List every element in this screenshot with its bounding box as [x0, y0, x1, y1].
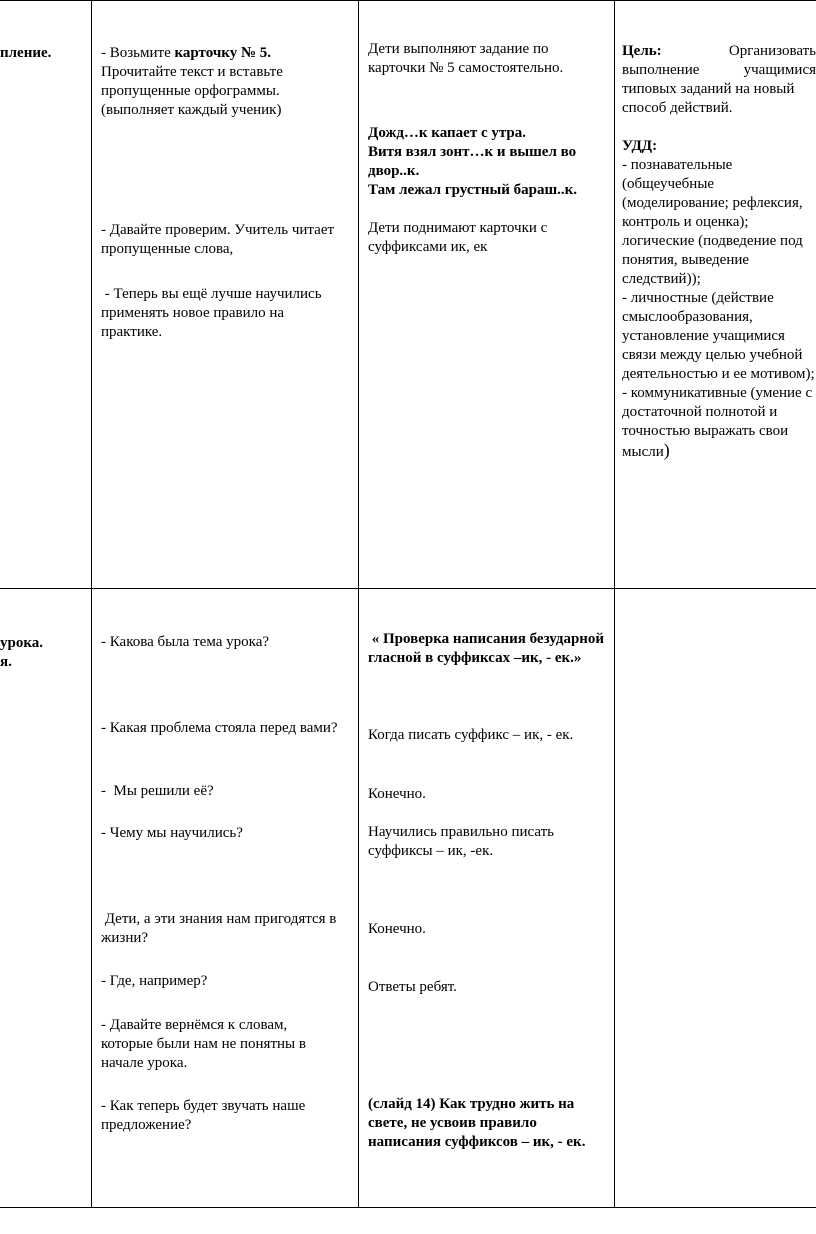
sentence-1: Дожд…к капает с утра. [368, 125, 526, 141]
goal-word: Организовать [728, 43, 816, 59]
question-useful: Дети, а эти знания нам пригодятся в жизни? [101, 911, 341, 946]
question-where: - Где, например? [101, 973, 208, 989]
teacher-q7 [101, 1016, 341, 1073]
uud-item-communicative-text: - коммуникативные (умение с достаточной полнотой и точностью выражать свои мысл [622, 385, 813, 460]
column-divider-3 [614, 0, 615, 1208]
teacher-q3 [101, 782, 341, 801]
sentence-2: Витя взял зонт…к и вышел во двор..к. [368, 144, 577, 179]
card-instruction-prefix: - Возьмите [101, 45, 175, 61]
row1-stage-label: пление. [0, 45, 52, 61]
goal-text-rest: типовых заданий на новый способ действий. [622, 81, 795, 116]
question-problem: - Какая проблема стояла перед вами? [101, 720, 338, 736]
row1-sentences-cell [368, 124, 606, 200]
row1-pupils-cell [368, 40, 606, 78]
pupils-a7 [368, 1095, 606, 1152]
uud-item-communicative-paren: ) [663, 440, 670, 460]
answer-slide-14: (слайд 14) Как трудно жить на свете, не усвоив правило написания суффиксов – ик, - ек. [368, 1096, 586, 1150]
answer-useful: Конечно. [368, 921, 426, 937]
uud-item-personal: - личностные (действие смыслообразования, установление учащимися связи между целью учебной деятельностью и ее мотивом); [622, 290, 815, 382]
pupils-a4 [368, 823, 606, 861]
uud-item-cognitive: - познавательные (общеучебные (моделирование; рефлексия, контроль и оценка); логические (подведение под понятия, выведение следствий)); [622, 157, 803, 287]
card-number: карточку № 5. [174, 45, 272, 61]
teacher-q1 [101, 633, 341, 652]
pupils-a2 [368, 726, 606, 745]
card-instruction [101, 44, 341, 120]
goal-line-2 [622, 61, 816, 80]
goal-line-1 [622, 42, 816, 61]
question-learned: - Чему мы научились? [101, 825, 243, 841]
now-text: - Теперь вы ещё лучше научились применять новое правило на практике. [101, 286, 326, 340]
row2-stage-cell [0, 634, 88, 672]
table-bottom-border [0, 1207, 816, 1208]
question-sentence: - Как теперь будет звучать наше предложение? [101, 1098, 306, 1133]
answer-solved: Конечно. [368, 786, 426, 802]
goal-word-2: выполнение [622, 62, 700, 78]
answer-topic: « Проверка написания безударной гласной в суффиксах –ик, - ек.» [368, 631, 608, 666]
teacher-q4 [101, 824, 341, 843]
row1-stage-cell [0, 44, 88, 63]
uud-label: УДД: [622, 138, 658, 154]
teacher-q5 [101, 910, 341, 948]
row-divider [0, 588, 816, 589]
row1-check-cell [101, 221, 341, 259]
row1-teacher-cell [101, 44, 341, 120]
answer-where: Ответы ребят. [368, 979, 457, 995]
question-solved: - Мы решили её? [101, 783, 214, 799]
raise-cards-text: Дети поднимают карточки с суффиксами ик, ек [368, 220, 548, 255]
row2-stage-line-1: урока. [0, 635, 44, 651]
uud-item-communicative [622, 384, 816, 462]
check-text: - Давайте проверим. Учитель читает пропущенные слова, [101, 222, 335, 257]
pupils-a1 [368, 630, 606, 668]
goal-label: Цель: [622, 43, 662, 59]
row1-raise-cell [368, 219, 606, 257]
pupils-task-text: Дети выполняют задание по карточки № 5 самостоятельно. [368, 41, 564, 76]
row2-stage-line-2: я. [0, 654, 12, 670]
uud-item-communicative-end: и [655, 444, 664, 460]
card-instruction-text: Прочитайте текст и вставьте пропущенные орфограммы. (выполняет каждый ученик) [101, 64, 283, 118]
question-return-words: - Давайте вернёмся к словам, которые были нам не понятны в начале урока. [101, 1017, 306, 1071]
goal-word-3: учащимися [743, 62, 816, 78]
teacher-q6 [101, 972, 341, 991]
answer-problem: Когда писать суффикс – ик, - ек. [368, 727, 574, 743]
pupils-a5 [368, 920, 606, 939]
pupils-a3 [368, 785, 606, 804]
row1-uud-cell [622, 42, 816, 462]
answer-learned: Научились правильно писать суффиксы – ик, -ек. [368, 824, 555, 859]
column-divider-1 [91, 0, 92, 1208]
pupils-a6 [368, 978, 606, 997]
teacher-q2 [101, 719, 341, 738]
sentence-3: Там лежал грустный бараш..к. [368, 182, 578, 198]
teacher-q8 [101, 1097, 341, 1135]
row1-now-cell [101, 285, 341, 342]
column-divider-2 [358, 0, 359, 1208]
question-lesson-topic: - Какова была тема урока? [101, 634, 270, 650]
table-top-border [0, 0, 816, 1]
